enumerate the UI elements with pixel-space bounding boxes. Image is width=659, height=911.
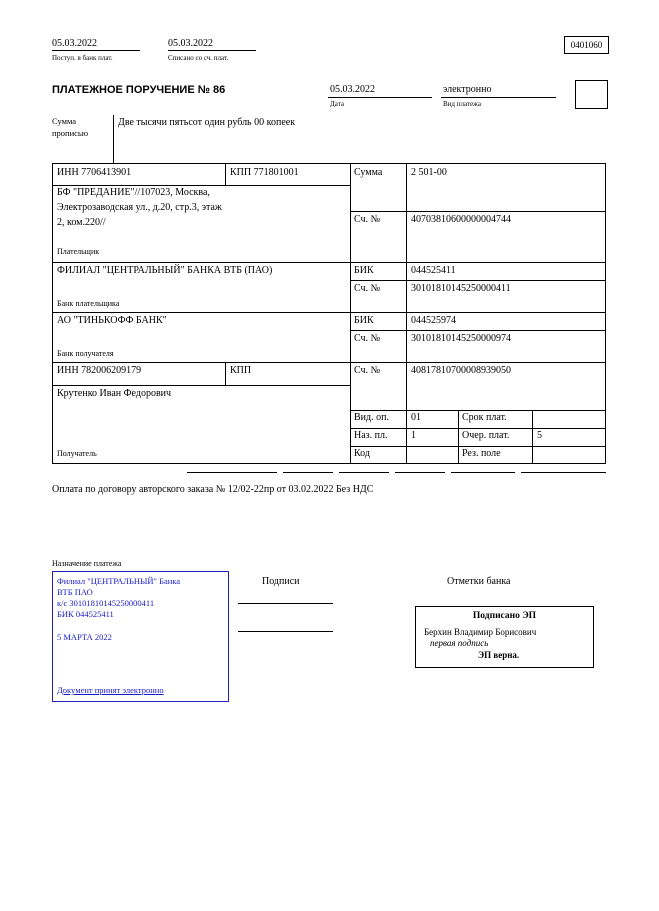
- grid-line: [52, 163, 53, 463]
- op-kind-label: Вид. оп.: [354, 412, 389, 423]
- grid-line: [350, 428, 606, 429]
- esign-title: Подписано ЭП: [472, 611, 537, 621]
- received-date-underline: [52, 50, 140, 51]
- document-title: ПЛАТЕЖНОЕ ПОРУЧЕНИЕ № 86: [52, 84, 226, 96]
- stamp-bank-name-line-1: Филиал "ЦЕНТРАЛЬНЫЙ" Банка: [57, 576, 181, 586]
- payment-purpose-text: Оплата по договору авторского заказа № 12/02-22пр от 03.02.2022 Без НДС: [52, 484, 374, 495]
- form-code-box: [564, 36, 609, 54]
- payee-account-label: Сч. №: [354, 365, 381, 376]
- priority-label: Очер. плат.: [462, 430, 510, 441]
- payee-name: Крутенко Иван Федорович: [57, 388, 172, 399]
- signatures-header: Подписи: [262, 576, 300, 587]
- payer-account: 40703810600000004744: [411, 214, 511, 225]
- amount-words-value: Две тысячи пятьсот один рубль 00 копеек: [118, 117, 296, 128]
- payee-bank-account-label: Сч. №: [354, 333, 381, 344]
- payer-kpp: КПП 771801001: [230, 167, 299, 178]
- payee-bank-label: Банк получателя: [57, 349, 114, 358]
- payee-kpp: КПП: [230, 365, 252, 376]
- mark-field-line: [187, 472, 277, 473]
- code-label: Код: [354, 448, 370, 459]
- mark-field-line: [395, 472, 445, 473]
- status-box: [575, 80, 608, 109]
- payment-purpose-label: Назначение платежа: [52, 559, 122, 568]
- grid-line: [225, 163, 226, 185]
- document-date: 05.03.2022: [330, 84, 375, 95]
- grid-line: [350, 280, 606, 281]
- grid-line: [350, 211, 606, 212]
- grid-line: [350, 163, 351, 463]
- payer-bank-bik-label: БИК: [354, 265, 374, 276]
- op-kind-value: 01: [411, 412, 421, 423]
- grid-line: [458, 410, 459, 463]
- bank-marks-header: Отметки банка: [447, 576, 511, 587]
- grid-line: [406, 163, 407, 463]
- bank-stamp-box: [52, 571, 229, 702]
- signature-line: [238, 631, 333, 632]
- debited-date: 05.03.2022: [168, 38, 213, 49]
- received-date: 05.03.2022: [52, 38, 97, 49]
- sum-value: 2 501-00: [411, 167, 447, 178]
- payer-bank-label: Банк плательщика: [57, 299, 120, 308]
- stamp-date: 5 МАРТА 2022: [57, 632, 112, 642]
- reserve-field-label: Рез. поле: [462, 448, 501, 459]
- esign-role: первая подпись: [430, 638, 489, 648]
- amount-words-label-1: Сумма: [52, 116, 77, 126]
- grid-line: [605, 163, 606, 463]
- payer-inn: ИНН 7706413901: [57, 167, 132, 178]
- payer-label: Плательщик: [57, 247, 100, 256]
- esign-signer-name: Берхин Владимир Борисович: [424, 627, 537, 637]
- payer-bank-account-label: Сч. №: [354, 283, 381, 294]
- stamp-corr-account: к/с 30101810145250000411: [57, 598, 155, 608]
- received-date-label: Поступ. в банк плат.: [52, 54, 113, 62]
- stamp-bank-name-line-2: ВТБ ПАО: [57, 587, 93, 597]
- date-label: Дата: [330, 100, 344, 108]
- payee-bank-bik: 044525974: [411, 315, 456, 326]
- payer-bank-name: ФИЛИАЛ "ЦЕНТРАЛЬНЫЙ" БАНКА ВТБ (ПАО): [57, 265, 273, 276]
- grid-line: [52, 463, 606, 464]
- grid-line: [350, 410, 606, 411]
- kind-underline: [441, 97, 556, 98]
- grid-line: [52, 312, 606, 313]
- stamp-accepted-note: Документ принят электронно: [57, 685, 164, 695]
- amount-words-label-2: прописью: [52, 128, 89, 138]
- term-label: Срок плат.: [462, 412, 507, 423]
- payee-account: 40817810700008939050: [411, 365, 511, 376]
- purpose-code-value: 1: [411, 430, 416, 441]
- payer-name-line-1: БФ "ПРЕДАНИЕ"//107023, Москва,: [57, 187, 210, 198]
- payer-name-line-2: Электрозаводская ул., д.20, стр.3, этаж: [57, 202, 222, 213]
- sum-label: Сумма: [354, 167, 383, 178]
- payment-kind: электронно: [443, 84, 492, 95]
- payee-inn: ИНН 782006209179: [57, 365, 142, 376]
- form-code: 0401060: [570, 40, 603, 50]
- purpose-code-label: Наз. пл.: [354, 430, 388, 441]
- grid-line: [52, 385, 350, 386]
- payer-bank-bik: 044525411: [411, 265, 456, 276]
- payee-bank-account: 30101810145250000974: [411, 333, 511, 344]
- priority-value: 5: [537, 430, 542, 441]
- amount-words-divider: [113, 115, 114, 163]
- mark-field-line: [283, 472, 333, 473]
- payer-account-label: Сч. №: [354, 214, 381, 225]
- mark-field-line: [521, 472, 606, 473]
- date-underline: [328, 97, 432, 98]
- payer-bank-account: 30101810145250000411: [411, 283, 511, 294]
- grid-line: [350, 446, 606, 447]
- grid-line: [52, 362, 606, 363]
- debited-date-label: Списано со сч. плат.: [168, 54, 229, 62]
- grid-line: [350, 330, 606, 331]
- payee-bank-name: АО "ТИНЬКОФФ БАНК": [57, 315, 167, 326]
- payer-name-line-3: 2, ком.220//: [57, 217, 106, 228]
- grid-line: [52, 163, 606, 164]
- mark-field-line: [451, 472, 515, 473]
- kind-label: Вид платежа: [443, 100, 482, 108]
- payee-bank-bik-label: БИК: [354, 315, 374, 326]
- payee-label: Получатель: [57, 449, 97, 458]
- mark-field-line: [339, 472, 389, 473]
- esign-box: [415, 606, 594, 668]
- grid-line: [532, 410, 533, 463]
- grid-line: [52, 262, 606, 263]
- stamp-bik: БИК 044525411: [57, 609, 114, 619]
- grid-line: [225, 362, 226, 385]
- signature-line: [238, 603, 333, 604]
- grid-line: [52, 185, 350, 186]
- esign-valid-note: ЭП верна.: [478, 650, 520, 660]
- debited-date-underline: [168, 50, 256, 51]
